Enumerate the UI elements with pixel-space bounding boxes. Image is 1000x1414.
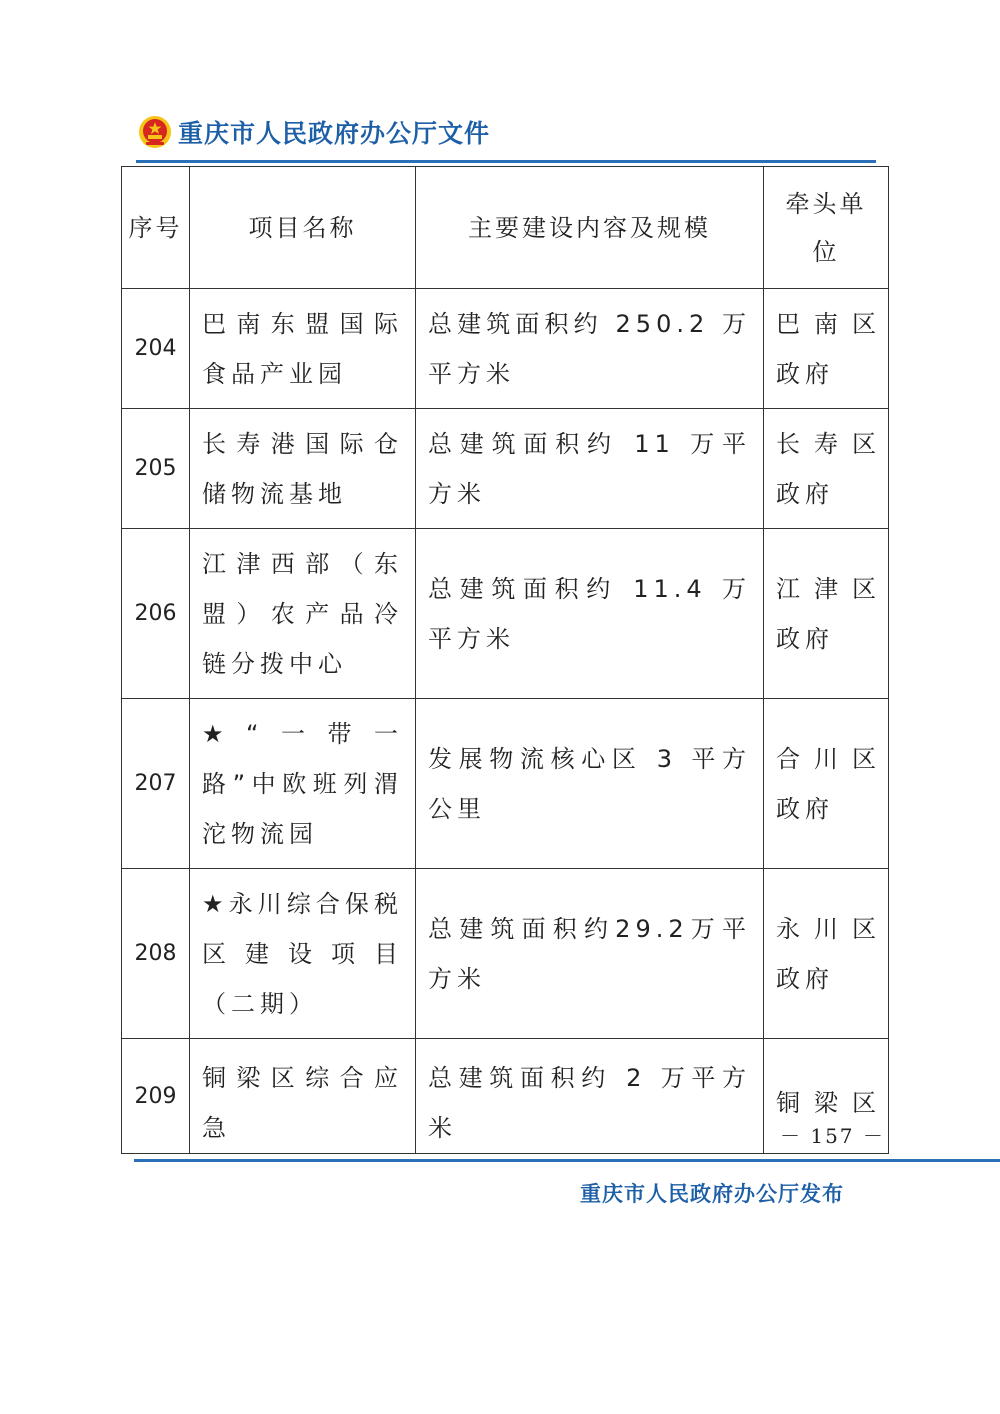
project-name: 铜梁区综合应急 xyxy=(190,1039,416,1154)
footer-divider xyxy=(134,1159,1000,1162)
project-content: 总建筑面积约 11.4 万平方米 xyxy=(416,529,764,699)
lead-unit: 铜 梁 区 xyxy=(764,1039,889,1154)
table-row xyxy=(122,869,889,1039)
lead-unit: 合 川 区 政府 xyxy=(764,699,889,869)
project-content: 总建筑面积约 2 万平方米 xyxy=(416,1039,764,1154)
document-header-title: 重庆市人民政府办公厅文件 xyxy=(178,119,491,148)
table-header-row xyxy=(122,167,889,289)
row-number: 208 xyxy=(122,869,190,1039)
row-number: 206 xyxy=(122,529,190,699)
column-header-no: 序号 xyxy=(122,167,190,289)
project-name: 长寿港国际仓储物流基地 xyxy=(190,409,416,529)
table-row xyxy=(122,289,889,409)
row-number: 209 xyxy=(122,1039,190,1154)
row-number: 205 xyxy=(122,409,190,529)
national-emblem-icon xyxy=(138,115,172,149)
lead-unit: 巴 南 区 政府 xyxy=(764,289,889,409)
table-row xyxy=(122,409,889,529)
table-row xyxy=(122,699,889,869)
project-name: ★“一带一路”中欧班列渭沱物流园 xyxy=(190,699,416,869)
project-content: 总建筑面积约 250.2 万平方米 xyxy=(416,289,764,409)
page-number: － 157 － xyxy=(780,1124,885,1148)
column-header-content: 主要建设内容及规模 xyxy=(416,167,764,289)
project-content: 发展物流核心区 3 平方公里 xyxy=(416,699,764,869)
project-name: 江津西部（东盟）农产品冷链分拨中心 xyxy=(190,529,416,699)
project-table xyxy=(121,166,889,1154)
lead-unit: 长 寿 区 政府 xyxy=(764,409,889,529)
header-divider xyxy=(136,160,876,163)
project-content: 总建筑面积约29.2万平方米 xyxy=(416,869,764,1039)
document-header xyxy=(138,112,490,152)
table-row xyxy=(122,1039,889,1154)
project-name: 巴南东盟国际食品产业园 xyxy=(190,289,416,409)
project-name: ★永川综合保税区建设项目（二期） xyxy=(190,869,416,1039)
row-number: 204 xyxy=(122,289,190,409)
lead-unit: 永 川 区 政府 xyxy=(764,869,889,1039)
lead-unit: 江 津 区 政府 xyxy=(764,529,889,699)
publisher-footer: 重庆市人民政府办公厅发布 xyxy=(580,1181,844,1206)
project-content: 总建筑面积约 11 万平方米 xyxy=(416,409,764,529)
column-header-name: 项目名称 xyxy=(190,167,416,289)
column-header-unit: 牵头单位 xyxy=(764,167,889,289)
row-number: 207 xyxy=(122,699,190,869)
table-row xyxy=(122,529,889,699)
